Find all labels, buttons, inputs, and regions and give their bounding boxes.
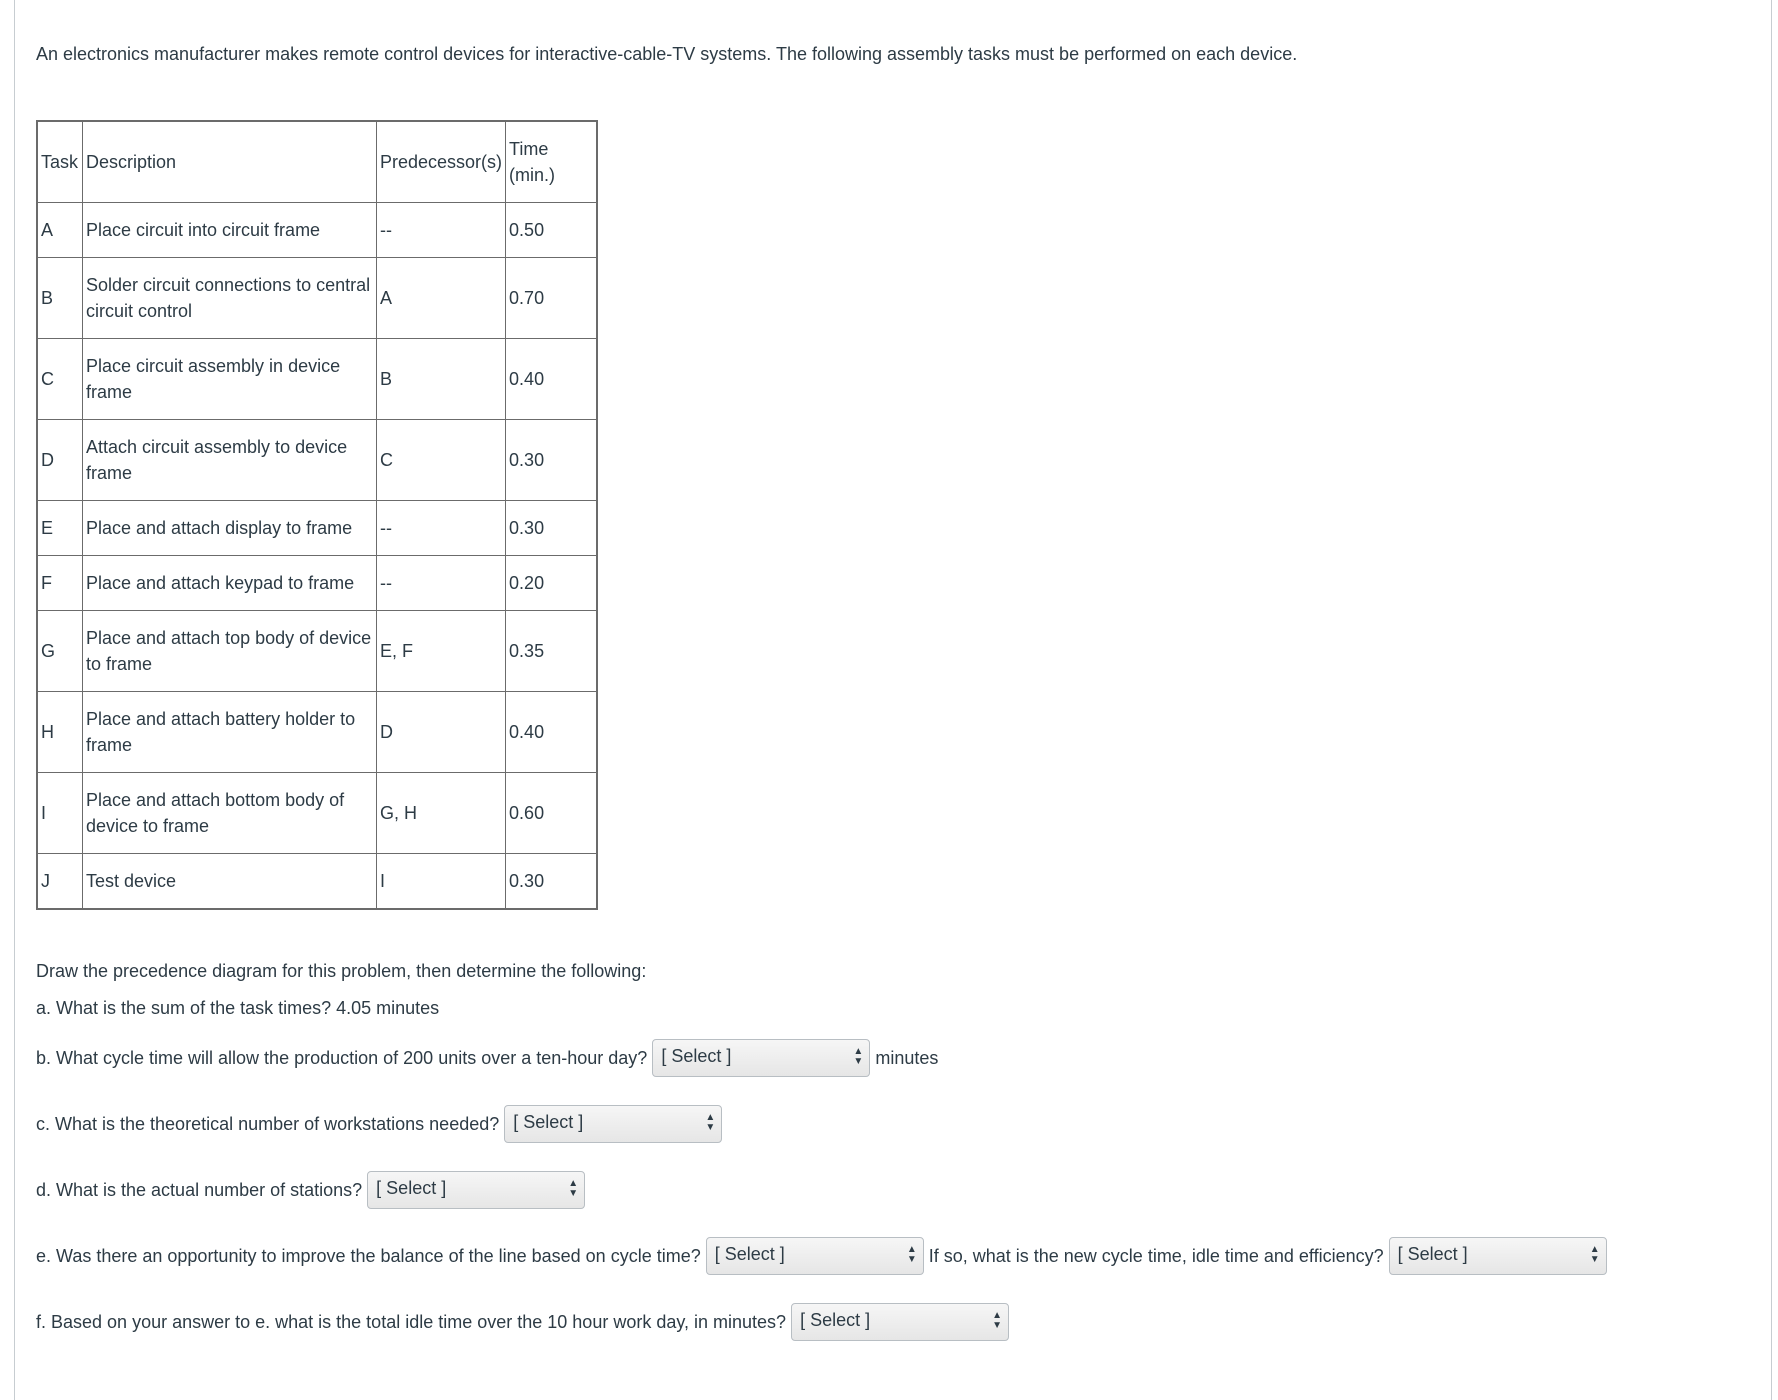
- table-row: [37, 692, 597, 773]
- table-row: [37, 203, 597, 258]
- select-updown-icon: ▲ ▼: [906, 1244, 917, 1265]
- question-d-select[interactable]: [367, 1171, 585, 1209]
- header-description: Description: [83, 121, 377, 203]
- predecessor-cell: D: [377, 692, 506, 773]
- question-f-text: f. Based on your answer to e. what is the total idle time over the 10 hour work day, in minutes?: [36, 1311, 787, 1332]
- description-cell: Solder circuit connections to central circuit control: [83, 258, 377, 339]
- time-cell: 0.70: [506, 258, 598, 339]
- time-cell: 0.60: [506, 773, 598, 854]
- select-updown-icon: ▲ ▼: [705, 1112, 716, 1133]
- question-a: a. What is the sum of the task times? 4.05 minutes: [36, 998, 440, 1018]
- predecessor-cell: --: [377, 556, 506, 611]
- select-updown-icon: ▲ ▼: [568, 1178, 579, 1199]
- task-cell: D: [37, 420, 83, 501]
- description-cell: Attach circuit assembly to device frame: [83, 420, 377, 501]
- task-table: [36, 120, 598, 910]
- task-cell: C: [37, 339, 83, 420]
- table-row: [37, 556, 597, 611]
- description-cell: Place and attach bottom body of device to frame: [83, 773, 377, 854]
- select-updown-icon: ▲ ▼: [992, 1310, 1003, 1331]
- time-cell: 0.30: [506, 854, 598, 910]
- select-placeholder: [ Select ]: [800, 1310, 871, 1330]
- task-cell: J: [37, 854, 83, 910]
- predecessor-cell: C: [377, 420, 506, 501]
- time-cell: 0.35: [506, 611, 598, 692]
- description-cell: Test device: [83, 854, 377, 910]
- select-placeholder: [ Select ]: [376, 1178, 447, 1198]
- task-cell: B: [37, 258, 83, 339]
- predecessor-cell: G, H: [377, 773, 506, 854]
- question-c-row: [36, 1105, 727, 1143]
- time-cell: 0.20: [506, 556, 598, 611]
- question-intro: Draw the precedence diagram for this problem, then determine the following:: [36, 961, 647, 981]
- description-cell: Place and attach top body of device to frame: [83, 611, 377, 692]
- question-f-row: [36, 1303, 1014, 1341]
- header-time-line2: (min.): [509, 165, 556, 185]
- select-placeholder: [ Select ]: [513, 1112, 584, 1132]
- time-cell: 0.40: [506, 339, 598, 420]
- time-cell: 0.50: [506, 203, 598, 258]
- question-c-text: c. What is the theoretical number of workstations needed?: [36, 1113, 500, 1134]
- question-b-unit: minutes: [875, 1047, 939, 1068]
- table-header-row: [37, 121, 597, 203]
- table-row: [37, 501, 597, 556]
- description-cell: Place and attach display to frame: [83, 501, 377, 556]
- table-row: [37, 854, 597, 910]
- description-cell: Place and attach keypad to frame: [83, 556, 377, 611]
- predecessor-cell: A: [377, 258, 506, 339]
- question-b-text: b. What cycle time will allow the production of 200 units over a ten-hour day?: [36, 1047, 648, 1068]
- select-placeholder: [ Select ]: [661, 1046, 732, 1066]
- table-row: [37, 258, 597, 339]
- predecessor-cell: I: [377, 854, 506, 910]
- table-row: [37, 339, 597, 420]
- task-cell: H: [37, 692, 83, 773]
- select-updown-icon: ▲ ▼: [1589, 1244, 1600, 1265]
- predecessor-cell: --: [377, 203, 506, 258]
- content-frame-left-border: [14, 0, 15, 1400]
- predecessor-cell: B: [377, 339, 506, 420]
- question-e-row: [36, 1237, 1612, 1275]
- question-b-select[interactable]: [652, 1039, 870, 1077]
- task-cell: I: [37, 773, 83, 854]
- task-cell: G: [37, 611, 83, 692]
- time-cell: 0.30: [506, 420, 598, 501]
- select-updown-icon: ▲ ▼: [853, 1046, 864, 1067]
- description-cell: Place circuit assembly in device frame: [83, 339, 377, 420]
- question-f-select[interactable]: [791, 1303, 1009, 1341]
- question-b-row: [36, 1039, 938, 1077]
- select-placeholder: [ Select ]: [714, 1244, 785, 1264]
- table-row: [37, 611, 597, 692]
- task-cell: E: [37, 501, 83, 556]
- select-placeholder: [ Select ]: [1397, 1244, 1468, 1264]
- header-time: [506, 121, 598, 203]
- intro-text: An electronics manufacturer makes remote control devices for interactive-cable-TV systems. The following assembly tasks must be performed on each device.: [36, 44, 1298, 64]
- task-cell: F: [37, 556, 83, 611]
- predecessor-cell: E, F: [377, 611, 506, 692]
- content-frame-right-border: [1771, 0, 1772, 1400]
- question-d-text: d. What is the actual number of stations?: [36, 1179, 363, 1200]
- header-time-line1: Time: [509, 139, 549, 159]
- header-task: Task: [37, 121, 83, 203]
- table-row: [37, 773, 597, 854]
- description-cell: Place circuit into circuit frame: [83, 203, 377, 258]
- time-cell: 0.30: [506, 501, 598, 556]
- predecessor-cell: --: [377, 501, 506, 556]
- question-e-select[interactable]: [706, 1237, 924, 1275]
- question-e-text: e. Was there an opportunity to improve the balance of the line based on cycle time?: [36, 1245, 701, 1266]
- table-row: [37, 420, 597, 501]
- time-cell: 0.40: [506, 692, 598, 773]
- header-predecessors: Predecessor(s): [377, 121, 506, 203]
- question-c-select[interactable]: [504, 1105, 722, 1143]
- description-cell: Place and attach battery holder to frame: [83, 692, 377, 773]
- question-d-row: [36, 1171, 590, 1209]
- question-e2-text: If so, what is the new cycle time, idle time and efficiency?: [928, 1245, 1384, 1266]
- task-cell: A: [37, 203, 83, 258]
- question-e2-select[interactable]: [1389, 1237, 1607, 1275]
